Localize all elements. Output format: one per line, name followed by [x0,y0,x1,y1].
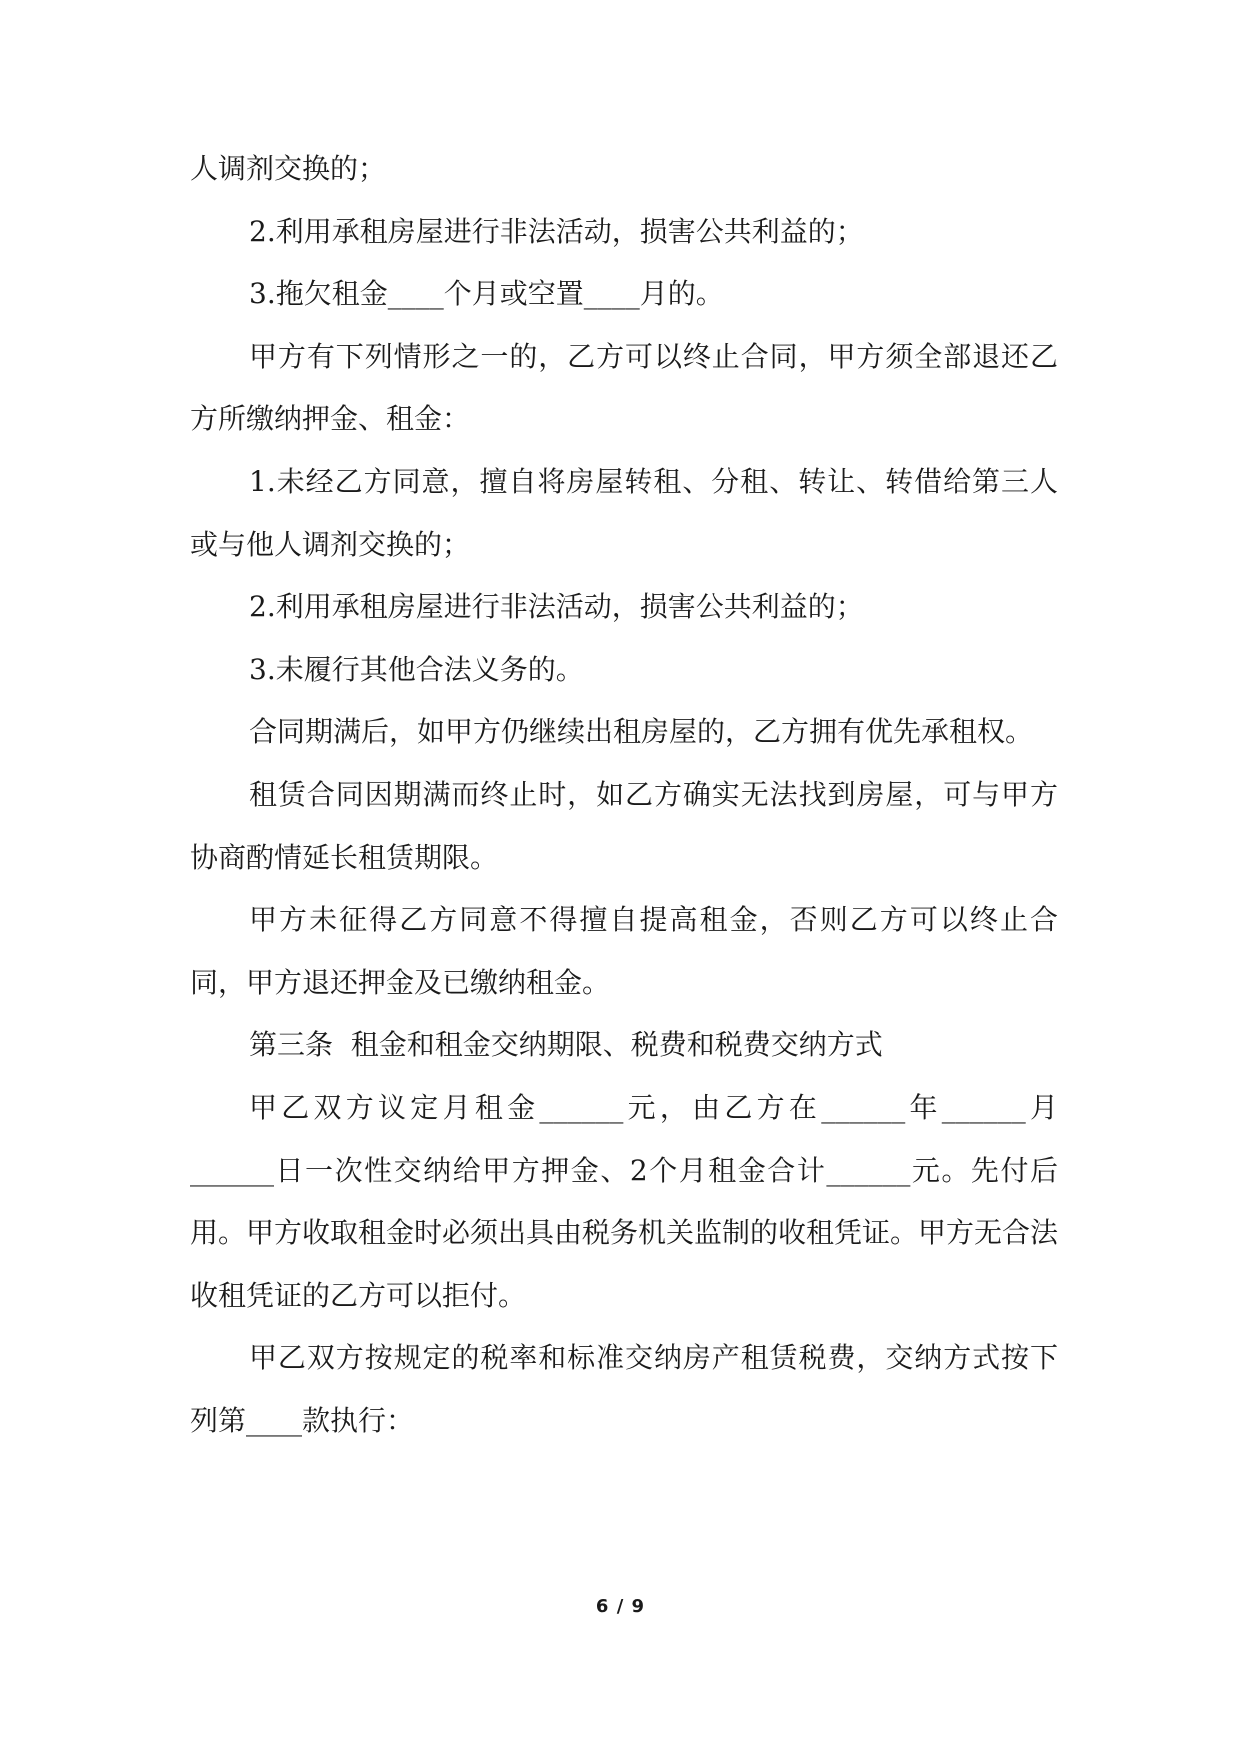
paragraph: 甲方有下列情形之一的，乙方可以终止合同，甲方须全部退还乙方所缴纳押金、租金： [190,339,1058,436]
paragraph: 3.拖欠租金____个月或空置____月的。 [249,277,724,311]
paragraph: 合同期满后，如甲方仍继续出租房屋的，乙方拥有优先承租权。 [249,715,1034,749]
paragraph: 3.未履行其他合法义务的。 [249,652,584,686]
section-heading: 第三条 租金和租金交纳期限、税费和税费交纳方式 [249,1028,883,1062]
paragraph: 1.未经乙方同意，擅自将房屋转租、分租、转让、转借给第三人或与他人调剂交换的； [190,464,1058,561]
paragraph: 租赁合同因期满而终止时，如乙方确实无法找到房屋，可与甲方协商酌情延长租赁期限。 [190,777,1058,874]
paragraph: 人调剂交换的； [190,152,387,185]
paragraph: 甲乙双方按规定的税率和标准交纳房产租赁税费，交纳方式按下列第____款执行： [190,1341,1058,1437]
paragraph: 2.利用承租房屋进行非法活动，损害公共利益的； [249,590,864,624]
paragraph: 甲乙双方议定月租金______元，由乙方在______年______月______日一次性交纳给甲方押金、2个月租金合计______元。先付后用。甲方收取租金时必须出具由税务机关监制的收租凭证。甲方无合法收租凭证的乙方可以拒付。 [190,1090,1059,1312]
page-body [190,138,1058,1452]
page-number: 6 / 9 [595,1596,646,1617]
paragraph: 甲方未征得乙方同意不得擅自提高租金，否则乙方可以终止合同，甲方退还押金及已缴纳租金。 [190,903,1058,999]
paragraph: 2.利用承租房屋进行非法活动，损害公共利益的； [249,214,864,248]
